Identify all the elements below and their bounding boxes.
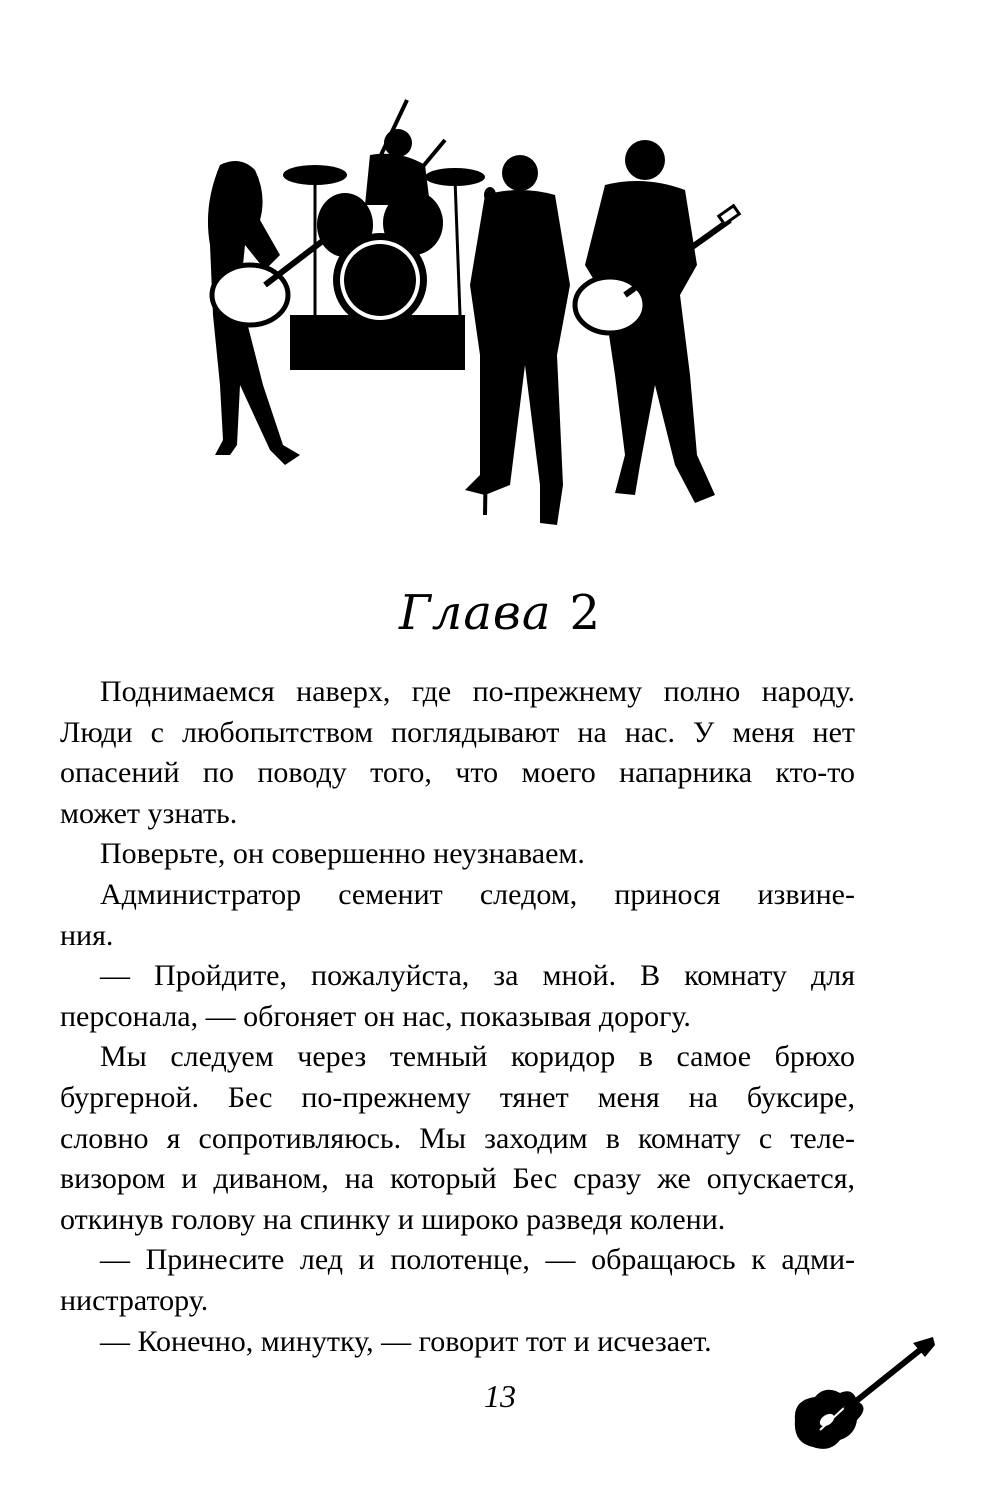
text-line: ния. [60, 918, 114, 952]
text-line: персонала, — обгоняет он нас, показывая дорогу. [60, 999, 691, 1033]
chapter-title-number: 2 [569, 585, 602, 641]
text-line: бургерной. Бес по-прежнему тянет меня на буксире, [60, 1080, 855, 1114]
text-line: может узнать. [60, 796, 238, 830]
paragraph [60, 672, 855, 834]
guitar-icon [785, 1335, 940, 1460]
text-line: Поверьте, он совершенно неузнаваем. [100, 837, 585, 871]
chapter-title-word: Глава [398, 585, 552, 641]
paragraph [60, 1240, 855, 1321]
text-line: Мы следуем через темный коридор в самое брюхо [100, 1040, 855, 1074]
text-line: — Принесите лед и полотенце, — обращаюсь к адми- [100, 1243, 855, 1277]
body-text [60, 672, 855, 1362]
text-line: — Пройдите, пожалуйста, за мной. В комнату для [100, 959, 855, 993]
text-line: опасений по поводу того, что моего напарника кто-то [60, 756, 855, 790]
paragraph [60, 1322, 855, 1363]
text-line: нистратору. [60, 1283, 209, 1317]
text-line: откинув голову на спинку и широко разведя колени. [60, 1202, 726, 1236]
text-line: Поднимаемся наверх, где по-прежнему полно народу. [100, 675, 855, 708]
paragraph [60, 875, 855, 956]
text-line: Администратор семенит следом, принося извине- [100, 877, 855, 911]
band-silhouette-icon [185, 95, 755, 535]
paragraph [60, 956, 855, 1037]
paragraph [60, 1037, 855, 1240]
text-line: — Конечно, минутку, — говорит тот и исчезает. [100, 1324, 712, 1358]
chapter-title [0, 585, 1000, 641]
text-line: Люди с любопытством поглядывают на нас. У меня нет [60, 715, 855, 749]
text-line: словно я сопротивляюсь. Мы заходим в комнату с теле- [60, 1121, 855, 1155]
text-line: визором и диваном, на который Бес сразу же опускается, [60, 1162, 855, 1196]
paragraph [60, 834, 855, 875]
page-number: 13 [484, 1378, 516, 1414]
